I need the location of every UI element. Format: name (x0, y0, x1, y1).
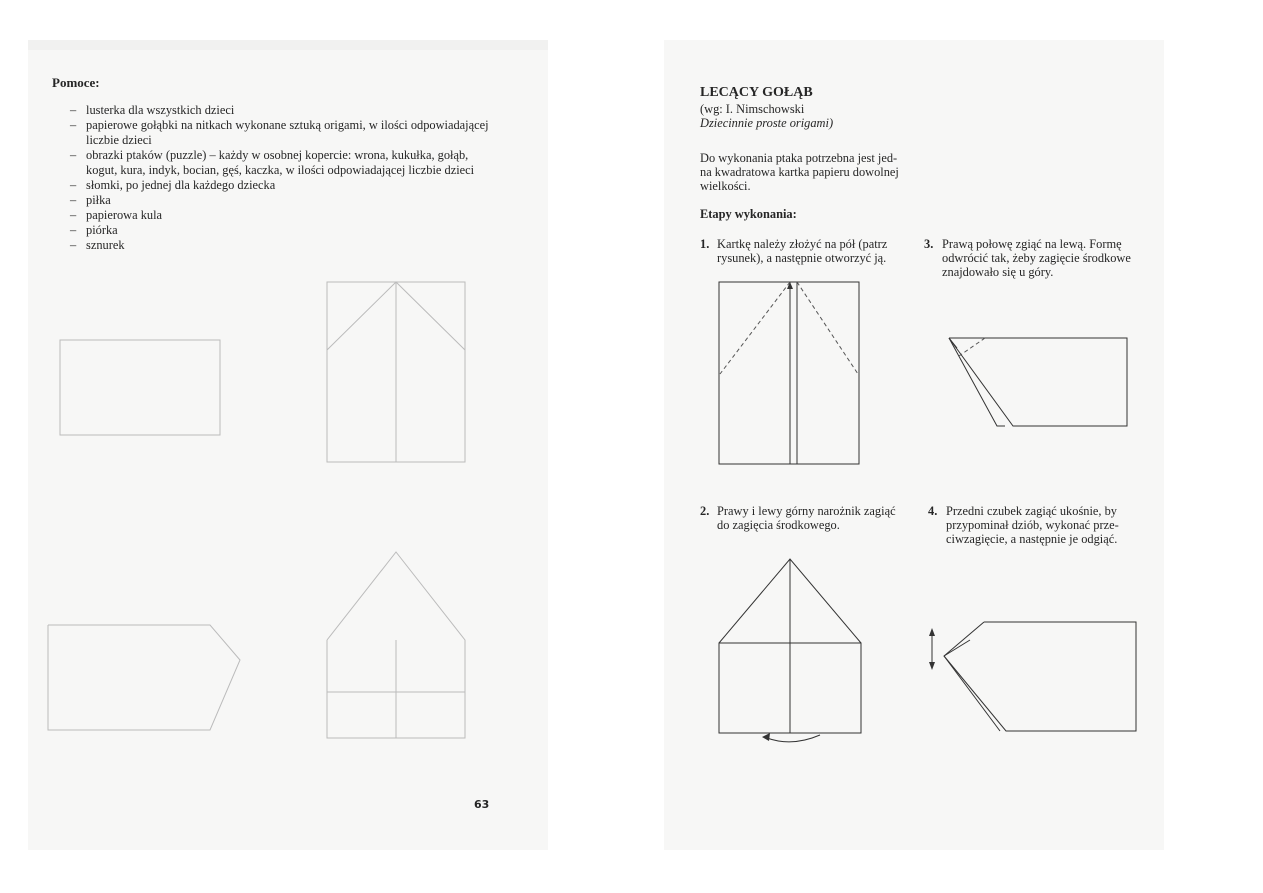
step-text: Przedni czubek zagiąć ukośnie, by (946, 504, 1117, 518)
aids-heading: Pomoce: (52, 75, 100, 90)
step-number: 1. (700, 237, 710, 251)
steps-heading: Etapy wykonania: (700, 207, 797, 221)
list-item: – papierowe gołąbki na nitkach wykonane sztuką origami, w ilości odpowiadającej liczbie dzieci (70, 118, 490, 148)
page-number: 63 (474, 798, 490, 811)
step-text: do zagięcia środkowego. (717, 518, 840, 532)
list-item: – papierowa kula (70, 208, 490, 223)
intro-line: Do wykonania ptaka potrzebna jest jed- (700, 151, 898, 165)
step-text: Prawą połowę zgiąć na lewą. Formę (942, 237, 1122, 251)
step-number: 4. (928, 504, 938, 518)
author-line: (wg: I. Nimschowski (700, 102, 805, 116)
step-text: znajdowało się u góry. (942, 265, 1054, 279)
step-2-diagram (712, 555, 872, 765)
list-item: – obrazki ptaków (puzzle) – każdy w osobnej kopercie: wrona, kukułka, gołąb, kogut, kura, indyk, bocian, gęś, kaczka, w ilości odpowiadającej liczbie dzieci (70, 148, 490, 178)
step-text: ciwzagięcie, a następnie je odgiąć. (946, 532, 1118, 546)
list-item: – sznurek (70, 238, 490, 253)
list-item: – słomki, po jednej dla każdego dziecka (70, 178, 490, 193)
step-number: 2. (700, 504, 710, 518)
step-1-diagram (710, 278, 870, 468)
list-item: – piórka (70, 223, 490, 238)
step-4-diagram (924, 618, 1144, 738)
step-number: 3. (924, 237, 934, 251)
source-line: Dziecinnie proste origami) (700, 116, 834, 130)
step-text: Prawy i lewy górny narożnik zagiąć (717, 504, 896, 518)
page-title: LECĄCY GOŁĄB (700, 85, 813, 100)
step-text: rysunek), a następnie otworzyć ją. (717, 251, 887, 265)
intro-line: wielkości. (700, 179, 751, 193)
step-text: odwrócić tak, żeby zagięcie środkowe (942, 251, 1131, 265)
list-item: – piłka (70, 193, 490, 208)
intro-line: na kwadratowa kartka papieru dowolnej (700, 165, 899, 179)
list-item: – lusterka dla wszystkich dzieci (70, 103, 490, 118)
step-3-diagram (945, 330, 1145, 440)
step-text: przypominał dziób, wykonać prze- (946, 518, 1119, 532)
step-text: Kartkę należy złożyć na pół (patrz (717, 237, 888, 251)
